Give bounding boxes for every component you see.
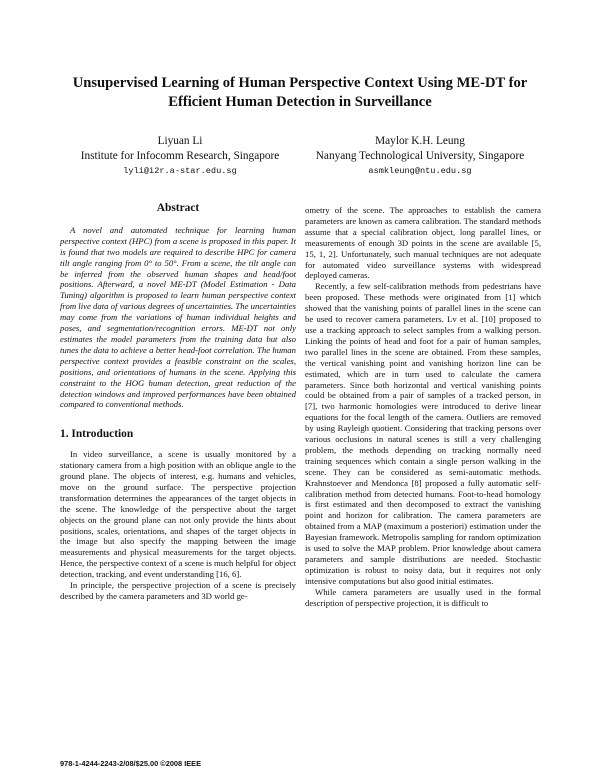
author-name: Liyuan Li: [157, 135, 203, 147]
title-line-1: Unsupervised Learning of Human Perspective Context Using ME-DT for: [72, 75, 528, 91]
copyright-footer: 978-1-4244-2243-2/08/$25.00 ©2008 IEEE: [60, 759, 202, 768]
abstract-text: A novel and automated technique for learning human perspective context (HPC) from a scene is proposed in this paper. It is found that two models are required to describe HPC for camera tilt angle ranging from 0° to 50°. From a scene, the tilt angle can be inferred from the observed human shapes and head/foot positions. Afterward, a novel ME-DT (Model Estimation - Data Tuning) algorithm is proposed to learn human perspective context from live data of various degrees of uncertainties. The uncertainties may come from the variations of human individual heights and poses, and segmentation/recognition errors. ME-DT not only estimates the model parameters from the training data but also tunes the data to achieve a better head-foot correlation. The human perspective context provides a feasible constraint on the scales, positions, and orientations of humans in the scene. Applying this constraint to the HOG human detection, great reduction of the detection windows and improved performances have been obtained compared to conventional methods.: [60, 224, 296, 410]
right-column: [305, 205, 541, 609]
abstract-heading: Abstract: [156, 202, 200, 214]
author-block-1: [60, 134, 300, 179]
body-paragraph-2: Recently, a few self-calibration methods from pedestrians have been proposed. These methods were originated from [1] which showed that the vanishing points of parallel lines in the scene can be used to recover camera parameters. Lv et al. [10] proposed to use a tracking approach to select samples from a walking person. Linking the points of head and foot for a pair of human samples, two parallel lines in the scene are obtained. From these samples, the vertical vanishing point and vanishing horizon line can be estimated, which are in turn used to calculate the camera parameters. Since both horizontal and vertical vanishing points could be obtained from a pair of samples of a tracked person, in [7], two harmonic homologies were introduced to derive linear equations for the focal length of the camera. Outliers are removed by using Rayleigh quotient. Considering that tracking persons over various occlusions in natural scenes is still a very challenging problem, the methods depending on tracking normally need training sequences which contain a single person walking in the scene. They can be considered as semi-automatic methods. Krahnstoever and Mendonca [8] proposed a fully automatic self-calibration method from detected humans. Foot-to-head homology is first estimated and then decomposed to extract the vanishing point and horizon for calibration. The camera parameters are obtained from a MAP (maximum a posteriori) estimation under the Bayesian framework. Metropolis sampling for random optimization is used to solve the MAP problem. Prior knowledge about camera parameters and sample distributions are needed. Stochastic optimization is robust to noisy data, but it requires not only intensive computations but also good initial estimates.: [305, 281, 541, 586]
author-affiliation: Nanyang Technological University, Singapore: [315, 150, 525, 162]
left-column: [60, 203, 296, 602]
intro-paragraph-1: In video surveillance, a scene is usually monitored by a stationary camera from a high position with an oblique angle to the ground plane. The objects of interest, e.g. humans and vehicles, move on the ground surface. The perspective projection transformation determines the appearances of the target objects in the scene. The knowledge of the perspective about the target objects on the ground plane can not only provide the hints about positions, scales, orientations, and shapes of the target objects in the image but also specify the mapping between the image measurements and physical measurements for the target objects. Hence, the perspective context of a scene is much helpful for object detection, tracking, and event understanding [16, 6].: [60, 449, 296, 580]
author-email[interactable]: lyli@i2r.a-star.edu.sg: [123, 166, 237, 176]
intro-paragraph-2: In principle, the perspective projection of a scene is precisely described by the camera parameters and 3D world ge-: [60, 580, 296, 601]
body-paragraph-1: ometry of the scene. The approaches to establish the camera parameters are known as camera calibration. The standard methods assume that a special calibration object, long parallel lines, or measurements of enough 3D points in the scene are available [5, 15, 1, 2]. Unfortunately, such manual techniques are not adequate for automated video surveillance systems with widespread deployed cameras.: [305, 205, 541, 281]
author-name: Maylor K.H. Leung: [375, 135, 465, 147]
author-affiliation: Institute for Infocomm Research, Singapore: [80, 150, 280, 162]
author-block-2: [300, 134, 540, 179]
title-line-2: Efficient Human Detection in Surveillance: [168, 94, 432, 110]
paper-title: [40, 74, 560, 112]
author-email[interactable]: asmkleung@ntu.edu.sg: [368, 166, 472, 176]
body-paragraph-3: While camera parameters are usually used in the formal description of perspective projection, it is difficult to: [305, 586, 541, 608]
section-heading-introduction: 1. Introduction: [60, 428, 134, 441]
